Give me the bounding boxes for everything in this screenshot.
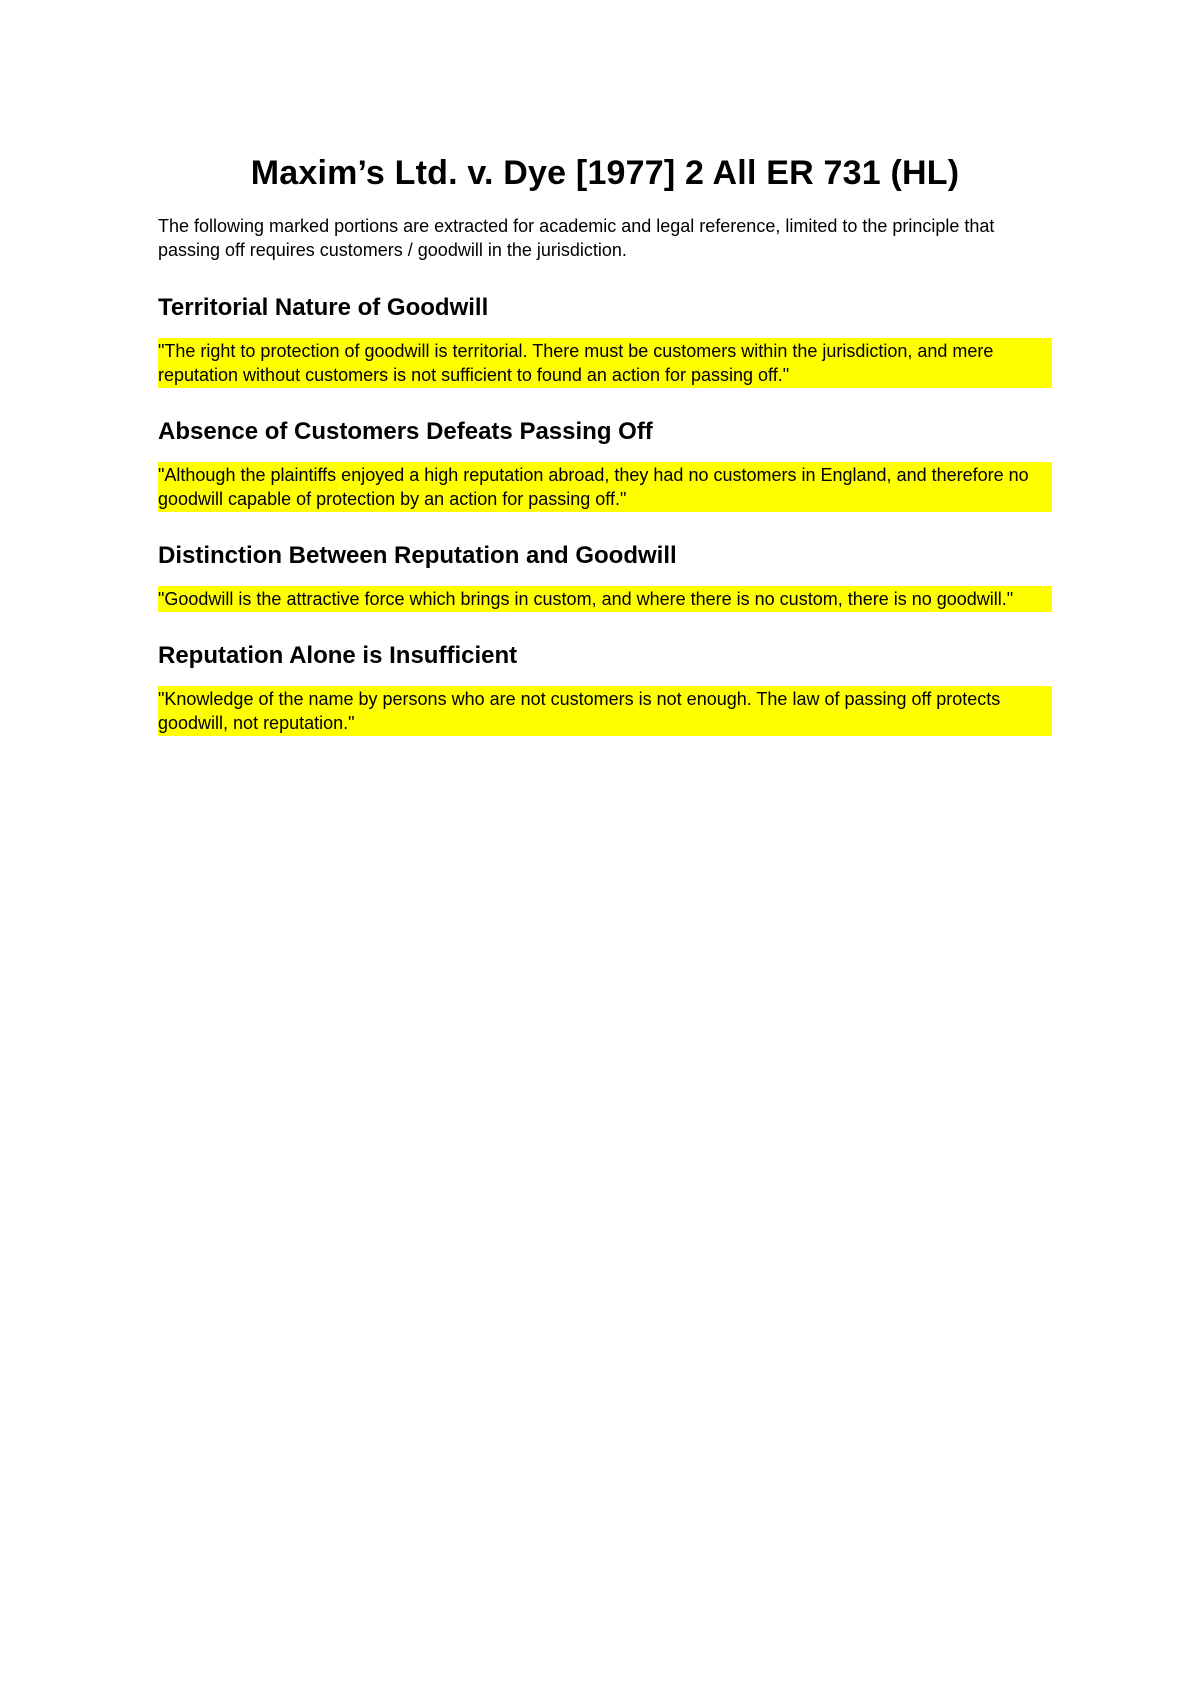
intro-paragraph: The following marked portions are extracted for academic and legal reference, limited to the principle that passing off requires customers / goodwill in the jurisdiction. [158,216,995,260]
section-heading: Reputation Alone is Insufficient [158,642,518,669]
highlighted-quote: "Knowledge of the name by persons who are not customers is not enough. The law of passing off protects goodwill, not reputation." [158,686,1052,736]
section-absence-of-customers [158,416,1052,512]
section-reputation-vs-goodwill [158,540,1052,612]
section-heading: Distinction Between Reputation and Goodwill [158,542,677,569]
document-title: Maxim’s Ltd. v. Dye [1977] 2 All ER 731 (HL) [250,154,960,192]
highlighted-quote: "The right to protection of goodwill is territorial. There must be customers within the jurisdiction, and mere reputation without customers is not sufficient to found an action for passing off." [158,338,1052,388]
section-heading: Absence of Customers Defeats Passing Off [158,418,653,445]
highlighted-quote: "Goodwill is the attractive force which brings in custom, and where there is no custom, there is no goodwill." [158,586,1052,612]
section-territorial-nature [158,292,1052,388]
highlighted-quote: "Although the plaintiffs enjoyed a high reputation abroad, they had no customers in England, and therefore no goodwill capable of protection by an action for passing off." [158,462,1052,512]
section-reputation-insufficient [158,640,1052,736]
section-heading: Territorial Nature of Goodwill [158,294,489,321]
document-page [158,150,1052,736]
